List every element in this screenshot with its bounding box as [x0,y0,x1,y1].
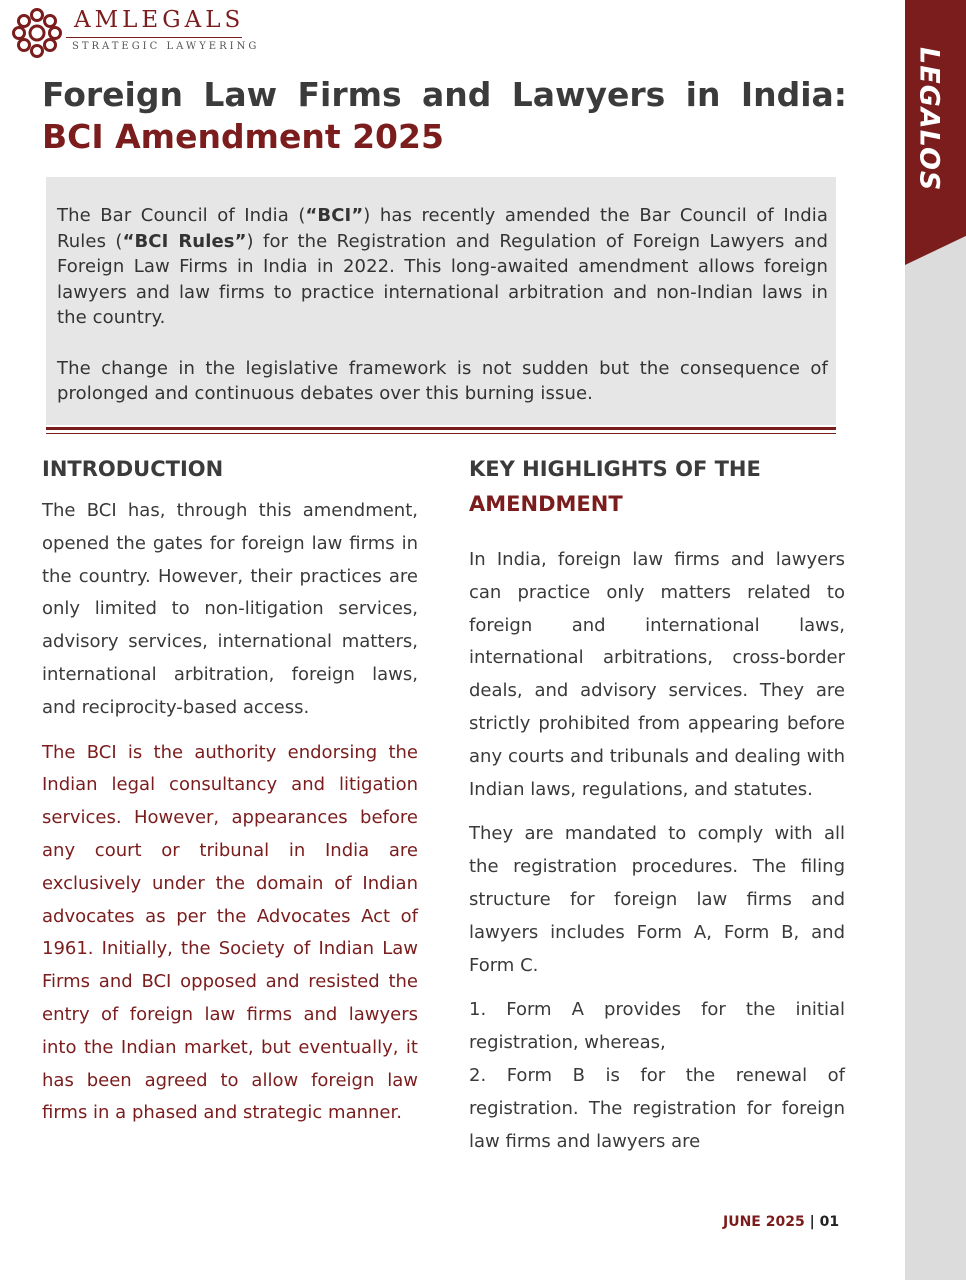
logo-tagline: STRATEGIC LAWYERING [72,41,260,52]
summary-bold-term: “BCI Rules” [122,230,247,252]
footer-separator: | [809,1214,815,1230]
introduction-paragraph-1: The BCI has, through this amendment, opened the gates for foreign law firms in the country. However, their practices are only limited to non-litigation services, advisory services, international matters, international arbitration, foreign laws, and reciprocity-based access. [42,500,418,718]
introduction-column [42,452,418,1130]
divider-thick [46,427,836,430]
logo-icon [10,6,64,60]
title-main: Foreign Law Firms and Lawyers in India: [42,75,847,114]
summary-text: The Bar Council of India ( [57,205,306,226]
introduction-heading: INTRODUCTION [42,457,224,481]
highlights-paragraph-1: In India, foreign law firms and lawyers can practice only matters related to foreign and international laws, international arbitrations, cross-border deals, and advisory services. They are strictly prohibited from appearing before any courts and tribunals and dealing with Indian laws, regulations, and statutes. [469,549,845,800]
logo-divider [66,37,242,38]
highlights-heading [469,452,845,522]
introduction-paragraph-2: The BCI is the authority endorsing the Indian legal consultancy and litigation services. However, appearances before any court or tribunal in India are exclusively under the domain of Indian advocates as per the Advocates Act of 1961. Initially, the Society of Indian Law Firms and BCI opposed and resisted the entry of foreign law firms and lawyers into the Indian market, but eventually, it has been agreed to allow foreign law firms in a phased and strategic manner. [42,741,418,1124]
footer-date: JUNE 2025 [723,1214,805,1230]
page-number: 01 [819,1214,840,1230]
highlights-column [469,452,845,1158]
highlights-list-item-2: 2. Form B is for the renewal of registration. The registration for foreign law firms and lawyers are [469,1064,845,1152]
highlights-heading-line1: KEY HIGHLIGHTS OF THE [469,457,761,481]
logo-name: AMLEGALS [74,7,245,33]
summary-box [46,177,836,425]
divider-thin [46,433,836,434]
summary-text: ) for the Registration and Regulation of Foreign Lawyers and Foreign Law Firms in India in 2022. This long-awaited amendment allows foreign lawyers and law firms to practice international arbitration and non-Indian laws in the country. [57,230,828,328]
ribbon-label: LEGALOS [913,47,945,192]
summary-paragraph-1 [57,203,828,331]
title-accent: BCI Amendment 2025 [42,117,444,156]
summary-paragraph-2: The change in the legislative framework is not sudden but the consequence of prolonged and continuous debates over this burning issue. [57,357,828,404]
highlights-paragraph-2: They are mandated to comply with all the registration procedures. The filing structure for foreign law firms and lawyers includes Form A, Form B, and Form C. [469,823,845,976]
page-title [42,74,847,158]
summary-bold-term: “BCI” [305,205,364,226]
highlights-heading-line2: AMENDMENT [469,492,623,516]
summary-text: ) has recently amended the Bar Council of India Rules ( [57,205,828,252]
page-footer [723,1214,853,1230]
highlights-list-item-1: 1. Form A provides for the initial registration, whereas, [469,999,845,1054]
